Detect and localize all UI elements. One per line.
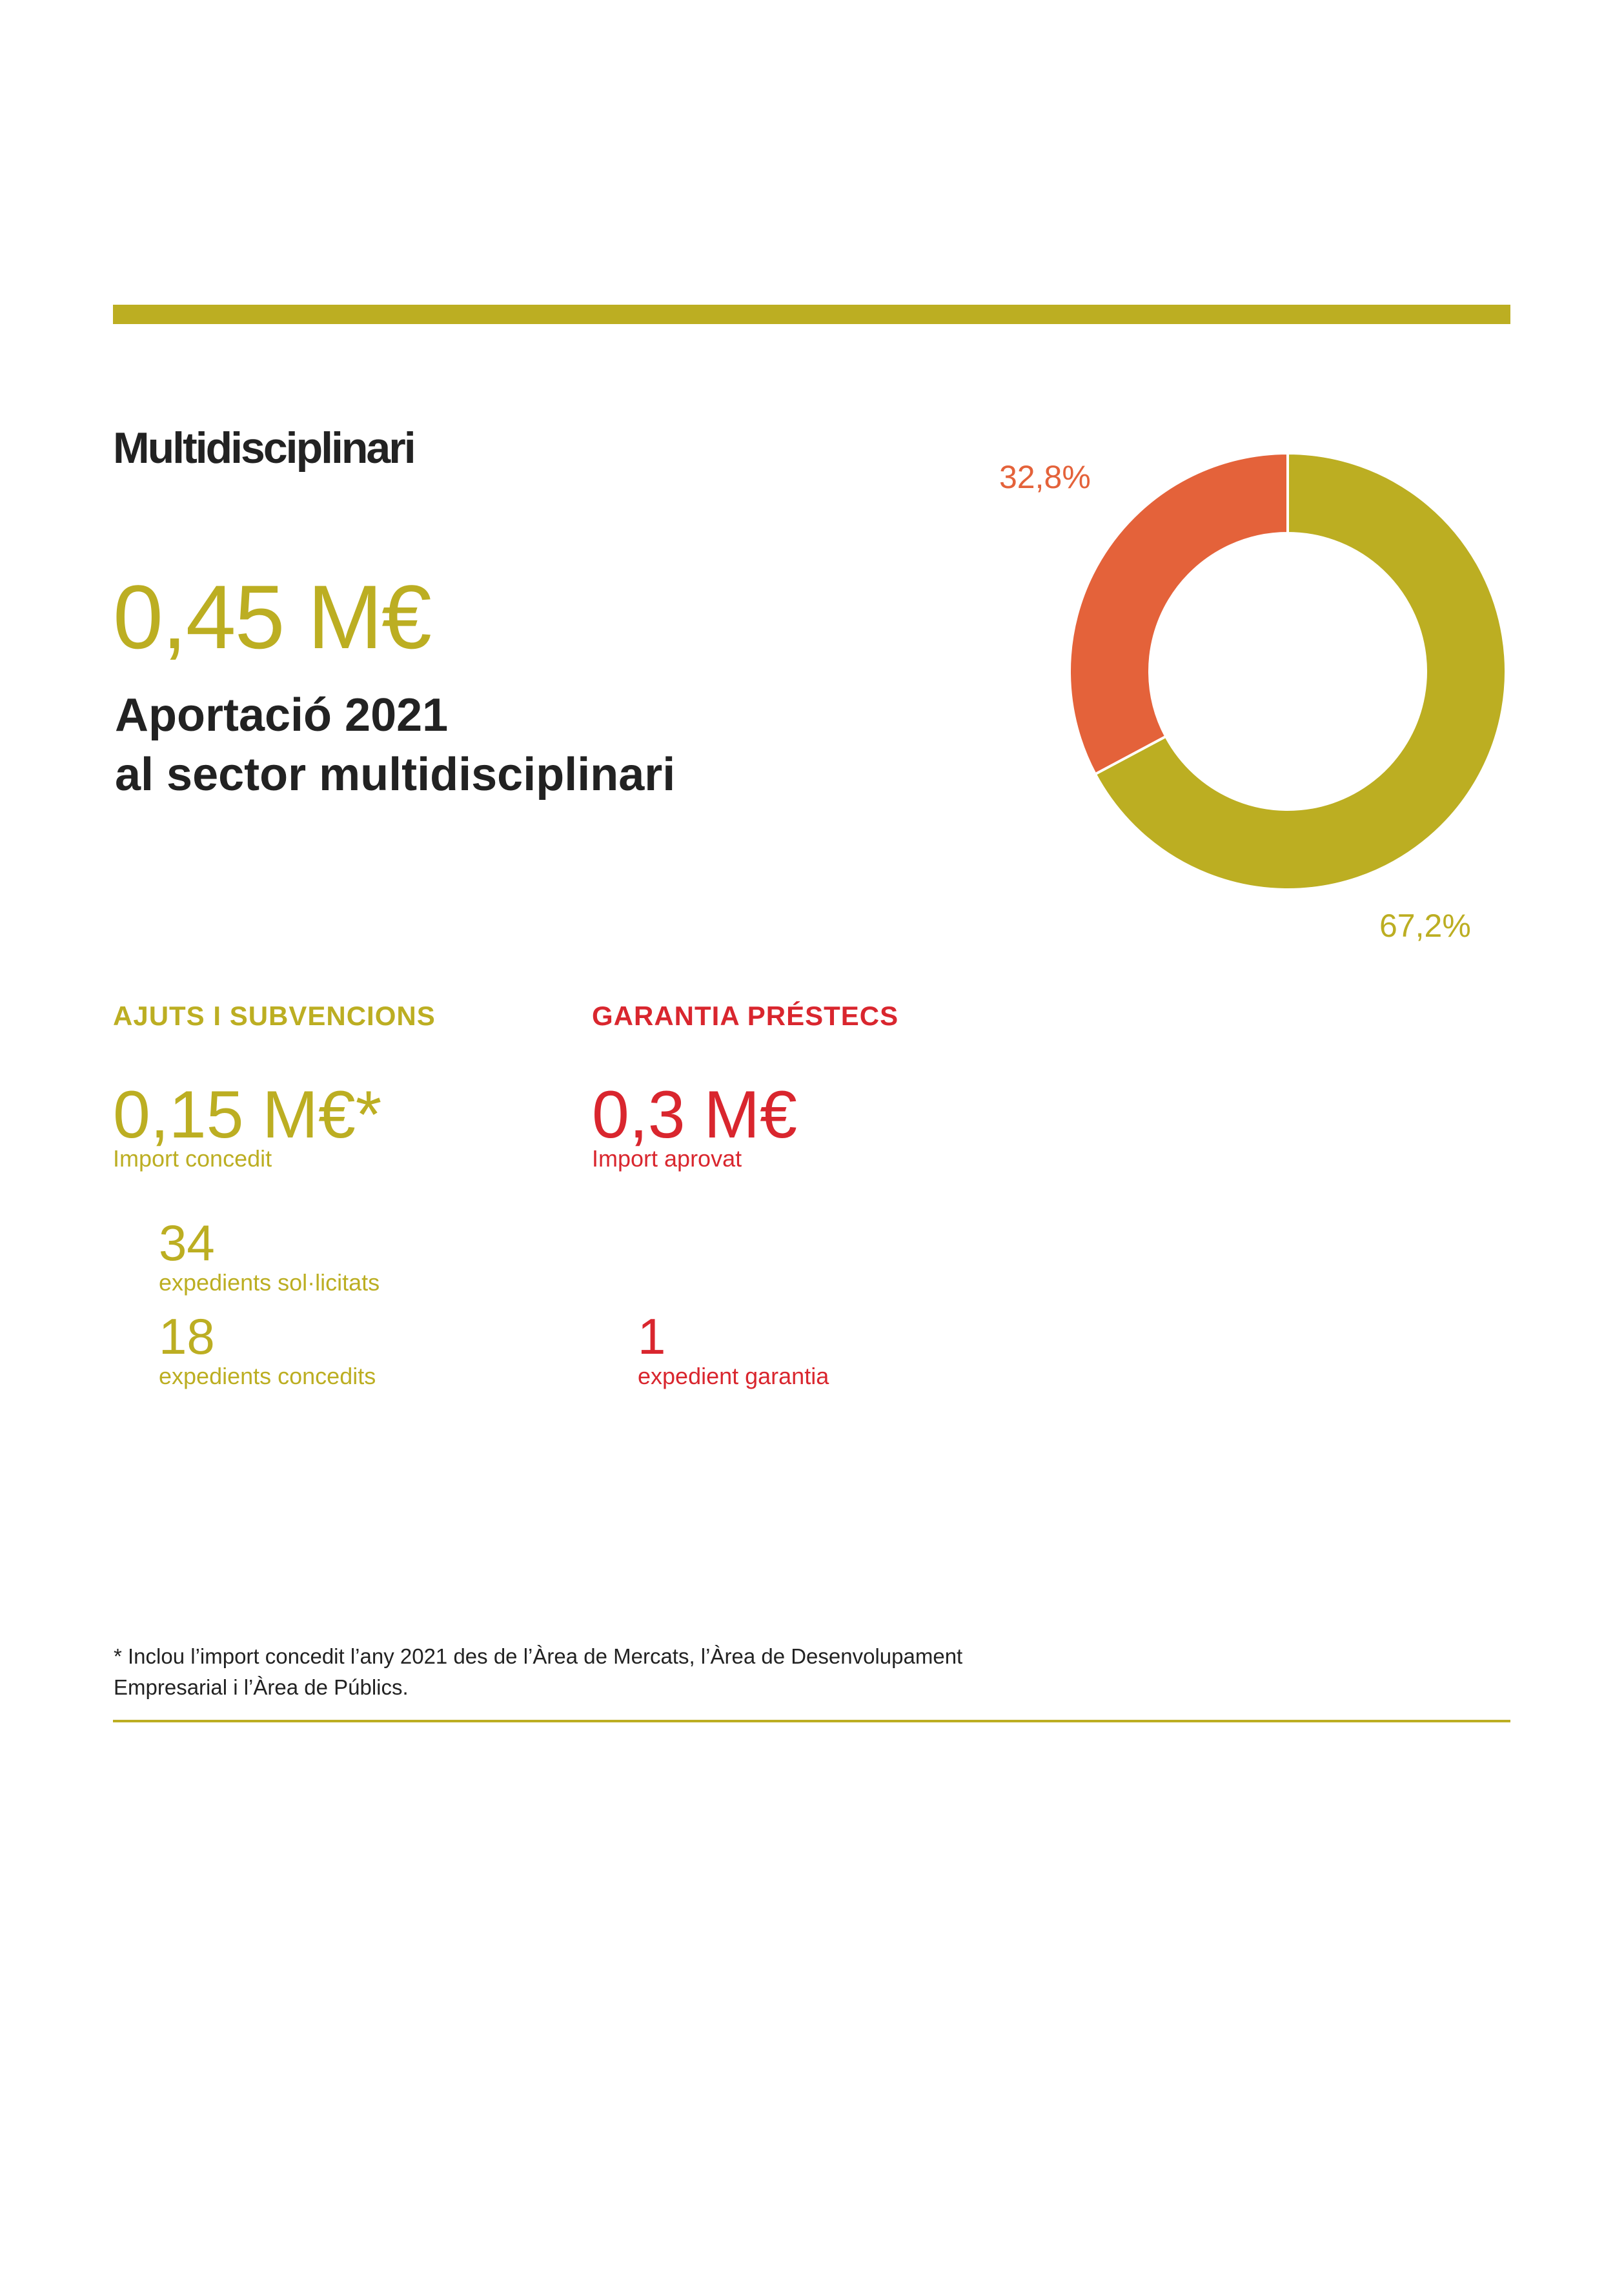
headline-line-1: Aportació 2021 (115, 689, 449, 741)
garantia-count: 1 (638, 1308, 666, 1365)
headline (115, 686, 675, 804)
donut-label-orange: 32,8% (999, 459, 1091, 495)
garantia-count-label: expedient garantia (638, 1363, 829, 1389)
top-accent-bar (113, 305, 1510, 324)
donut-chart (1068, 452, 1507, 891)
bottom-rule (113, 1720, 1510, 1722)
footnote (114, 1641, 962, 1703)
ajuts-granted-label: expedients concedits (159, 1363, 376, 1389)
donut-label-olive: 67,2% (1379, 908, 1471, 944)
footnote-line-1: * Inclou l’import concedit l’any 2021 des de l’Àrea de Mercats, l’Àrea de Desenvolupament (114, 1644, 963, 1668)
donut-slice-1 (1070, 453, 1288, 774)
headline-line-2: al sector multidisciplinari (115, 749, 676, 801)
garantia-heading: GARANTIA PRÉSTECS (592, 1001, 899, 1031)
garantia-amount: 0,3 M€ (592, 1077, 797, 1152)
footnote-line-2: Empresarial i l’Àrea de Públics. (114, 1675, 409, 1699)
ajuts-heading: AJUTS I SUBVENCIONS (113, 1001, 436, 1031)
ajuts-requested-label: expedients sol·licitats (159, 1269, 380, 1296)
total-amount: 0,45 M€ (113, 566, 431, 668)
section-title: Multidisciplinari (113, 423, 414, 473)
garantia-amount-label: Import aprovat (592, 1145, 742, 1172)
ajuts-amount-label: Import concedit (113, 1145, 272, 1172)
ajuts-requested-count: 34 (159, 1214, 215, 1271)
ajuts-amount: 0,15 M€* (113, 1077, 382, 1152)
ajuts-granted-count: 18 (159, 1308, 215, 1365)
